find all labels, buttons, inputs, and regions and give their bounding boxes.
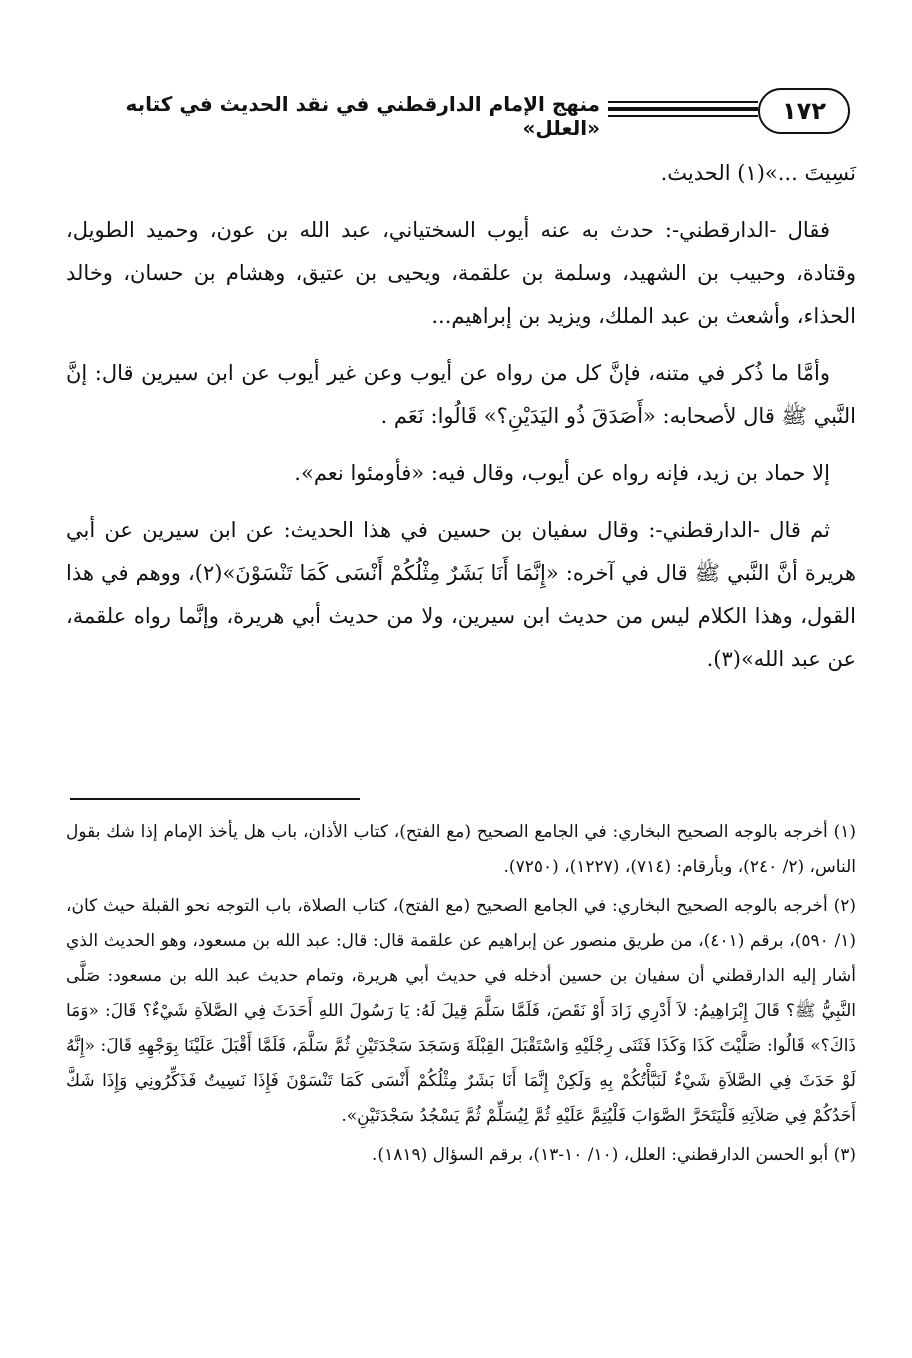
page-header bbox=[70, 80, 850, 140]
page-number: ١٧٢ bbox=[758, 88, 850, 134]
footnote: (٢) أخرجه بالوجه الصحيح البخاري: في الجامع الصحيح (مع الفتح)، كتاب الصلاة، باب التوجه نحو القبلة حيث كان، (١/ ٥٩٠)، برقم (٤٠١)، من طريق منصور عن إبراهيم عن علقمة قال: قال: عبد الله بن مسعود، وهو الحديث الذي أشار إليه الدارقطني أن سفيان بن حسين أدخله في حديث أبي هريرة، وتمام حديث عبد الله بن مسعود: صَلَّى النَّبِيُّ ﷺ؟ قَالَ إِبْرَاهِيمُ: لاَ أَدْرِي زَادَ أَوْ نَقَصَ، فَلَمَّا سَلَّمَ قِيلَ لَهُ: يَا رَسُولَ اللهِ أَحَدَثَ فِي الصَّلاَةِ شَيْءٌ؟ قَالَ: «وَمَا ذَاكَ؟» قَالُوا: صَلَّيْتَ كَذَا وَكَذَا فَثَنَى رِجْلَيْهِ وَاسْتَقْبَلَ القِبْلَةَ وَسَجَدَ سَجْدَتَيْنِ ثُمَّ سَلَّمَ، فَلَمَّا أَقْبَلَ عَلَيْنَا بِوَجْهِهِ قَالَ: «إِنَّهُ لَوْ حَدَثَ فِي الصَّلاَةِ شَيْءٌ لَنَبَّأْتُكُمْ بِهِ وَلَكِنْ إِنَّمَا أَنَا بَشَرٌ مِثْلُكُمْ أَنْسَى كَمَا تَنْسَوْنَ فَإِذَا نَسِيتُ فَذَكِّرُونِي وَإِذَا شَكَّ أَحَدُكُمْ فِي صَلاَتِهِ فَلْيَتَحَرَّ الصَّوَابَ فَلْيُتِمَّ عَلَيْهِ ثُمَّ لِيُسَلِّمْ ثُمَّ يَسْجُدُ سَجْدَتَيْنِ». bbox=[66, 896, 856, 1126]
paragraph: وأمَّا ما ذُكر في متنه، فإنَّ كل من رواه عن أيوب وعن غير أيوب عن ابن سيرين قال: إنَّ النَّبي ﷺ قال لأصحابه: «أَصَدَقَ ذُو اليَدَيْنِ؟» قَالُوا: نَعَم . bbox=[66, 361, 856, 428]
paragraph: إلا حماد بن زيد، فإنه رواه عن أيوب، وقال فيه: «فأومئوا نعم». bbox=[294, 461, 830, 485]
footnote: (١) أخرجه بالوجه الصحيح البخاري: في الجامع الصحيح (مع الفتح)، كتاب الأذان، باب هل يأخذ الإمام إذا شك بقول الناس، (٢/ ٢٤٠)، وبأرقام: (٧١٤)، (١٢٢٧)، (٧٢٥٠). bbox=[66, 822, 856, 877]
header-rule bbox=[608, 115, 758, 117]
running-title: منهج الإمام الدارقطني في نقد الحديث في كتابه «العلل» bbox=[125, 92, 600, 140]
main-text bbox=[66, 152, 856, 695]
paragraph: ثم قال -الدارقطني-: وقال سفيان بن حسين في هذا الحديث: عن ابن سيرين عن أبي هريرة أنَّ النَّبي ﷺ قال في آخره: «إِنَّمَا أَنَا بَشَرٌ مِثْلُكُمْ أَنْسَى كَمَا تَنْسَوْنَ»(٢)، ووهم في هذا القول، وهذا الكلام ليس من حديث ابن سيرين، ولا من حديث أبي هريرة، وإنَّما رواه علقمة، عن عبد الله»(٣). bbox=[66, 518, 856, 671]
footnote-separator bbox=[70, 798, 360, 800]
footnotes bbox=[66, 815, 856, 1177]
header-rule bbox=[608, 101, 758, 103]
paragraph: فقال -الدارقطني-: حدث به عنه أيوب السختياني، عبد الله بن عون، وحميد الطويل، وقتادة، وحبيب بن الشهيد، وسلمة بن علقمة، ويحيى بن عتيق، وهشام بن حسان، وخالد الحذاء، وأشعث بن عبد الملك، ويزيد بن إبراهيم... bbox=[66, 218, 856, 328]
footnote: (٣) أبو الحسن الدارقطني: العلل، (١٠/ ١٠-١٣)، برقم السؤال (١٨١٩). bbox=[372, 1145, 856, 1165]
paragraph: نَسِيتَ ...»(١) الحديث. bbox=[660, 161, 856, 185]
header-rule bbox=[608, 107, 758, 111]
